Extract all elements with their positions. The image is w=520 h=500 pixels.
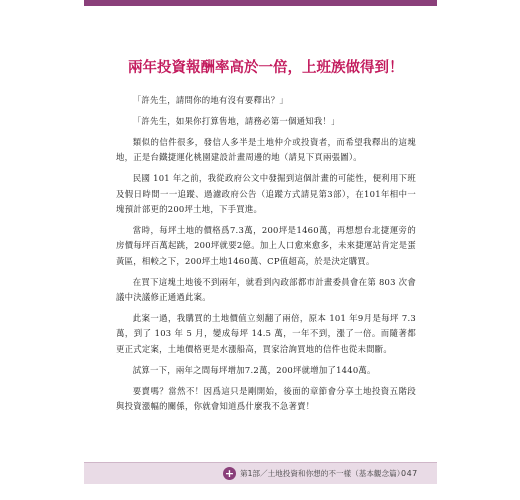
paragraph: 民國 101 年之前，我從政府公文中發掘到這個計畫的可能性，便利用下班及假日時間一一追蹤、過濾政府公告（追蹤方式請見第3部），在101年相中一塊預計部更的200坪土地，下手買進。 bbox=[116, 173, 416, 214]
chapter-label: 第1部／土地投資和你想的不一樣（基本觀念篇） bbox=[240, 469, 405, 478]
paragraph: 此案一過，我購買的土地價值立刻翻了兩倍，原本 101 年9月是每坪 7.3 萬，到了 103 年 5 月，變成每坪 14.5 萬，一年不到，漲了一倍。而隨著都更正式定案，土地價格更是水漲船高，買家洽詢買地的信件也從未間斷。 bbox=[116, 312, 416, 354]
top-color-band bbox=[84, 0, 437, 6]
page-footer bbox=[84, 462, 437, 484]
page-number: 047 bbox=[401, 469, 418, 478]
page-title: 兩年投資報酬率高於一倍，上班族做得到！ bbox=[128, 60, 404, 76]
paragraph: 「許先生，如果你打算售地，請務必第一個通知我！」 bbox=[132, 115, 340, 126]
paragraph: 試算一下，兩年之間每坪增加7.2萬，200坪就增加了1440萬。 bbox=[132, 364, 376, 375]
plus-circle-icon: + bbox=[224, 467, 235, 480]
paragraph: 當時，每坪土地的價格爲7.3萬，200坪是1460萬，再想想台北捷運旁的房價每坪百萬起跳，200坪就要2億。加上人口愈來愈多，未來捷運站肯定是蛋黃區，相較之下，200坪土地1460萬、CP值超高，於是決定購買。 bbox=[116, 224, 416, 266]
article-body bbox=[116, 93, 416, 414]
paragraph: 在買下這塊土地後不到兩年，就看到內政部都市計畫委員會在第 803 次會議中決議修正通過此案。 bbox=[116, 276, 416, 302]
paragraph: 「許先生，請問你的地有沒有要釋出？」 bbox=[132, 95, 289, 105]
paragraph: 類似的信件很多，發信人多半是土地仲介或投資者，而希望我釋出的這塊地，正是台鐵捷運化桃園建設計畫周邊的地（請見下頁兩張圖）。 bbox=[116, 136, 416, 163]
paragraph: 要賣嗎？當然不！因爲這只是剛開始，後面的章節會分享土地投資五階段與投資漲幅的關係，你就會知道爲什麼我不急著賣！ bbox=[116, 385, 416, 411]
